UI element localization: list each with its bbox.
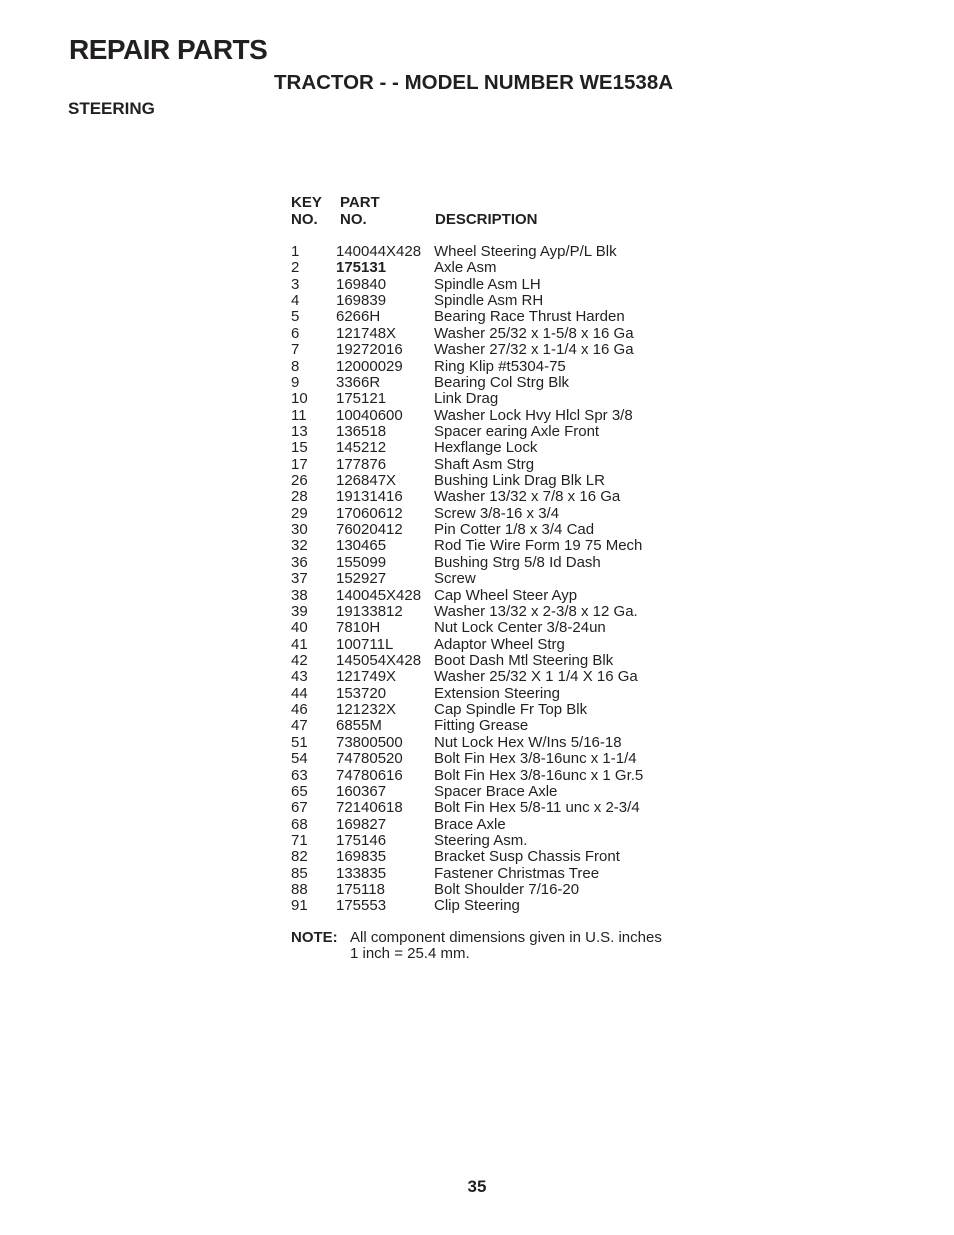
part-number-cell: 169835 — [336, 848, 387, 866]
key-cell: 37 — [291, 570, 308, 588]
key-cell: 42 — [291, 651, 308, 669]
description-cell: Bolt Fin Hex 3/8-16unc x 1-1/4 — [434, 750, 637, 768]
part-number-cell: 12000029 — [336, 357, 403, 375]
page-number: 35 — [467, 1177, 487, 1196]
key-cell: 11 — [291, 406, 307, 424]
table-row — [291, 424, 711, 440]
table-row — [291, 522, 711, 538]
parts-table — [291, 194, 711, 915]
key-cell: 6 — [291, 324, 300, 342]
table-row — [291, 391, 711, 407]
description-cell: Bolt Fin Hex 3/8-16unc x 1 Gr.5 — [434, 766, 644, 784]
key-cell: 44 — [291, 684, 308, 702]
description-cell: Nut Lock Hex W/Ins 5/16-18 — [434, 733, 622, 751]
table-row — [291, 277, 711, 293]
description-cell: Spacer earing Axle Front — [434, 422, 600, 440]
key-cell: 91 — [291, 897, 308, 915]
part-number-cell: 169840 — [336, 275, 387, 293]
key-cell: 82 — [291, 848, 308, 866]
part-number-cell: 6855M — [336, 717, 382, 735]
table-row — [291, 735, 711, 751]
key-cell: 88 — [291, 881, 308, 899]
table-row — [291, 669, 711, 685]
model-title: TRACTOR - - MODEL NUMBER WE1538A — [274, 71, 674, 94]
parts-list — [291, 244, 711, 915]
key-cell: 63 — [291, 766, 308, 784]
description-cell: Nut Lock Center 3/8-24un — [434, 619, 606, 637]
part-number-cell: 145054X428 — [336, 651, 422, 669]
table-row — [291, 342, 711, 358]
description-cell: Washer 25/32 X 1 1/4 X 16 Ga — [434, 668, 638, 686]
description-cell: Bolt Shoulder 7/16-20 — [434, 881, 580, 899]
description-cell: Extension Steering — [434, 684, 560, 702]
key-cell: 67 — [291, 799, 308, 817]
description-cell: Link Drag — [434, 390, 499, 408]
key-cell: 36 — [291, 553, 308, 571]
key-cell: 68 — [291, 815, 308, 833]
description-cell: Boot Dash Mtl Steering Blk — [434, 651, 614, 669]
key-cell: 43 — [291, 668, 308, 686]
key-cell: 1 — [291, 243, 300, 260]
part-number-cell: 73800500 — [336, 733, 403, 751]
table-row — [291, 359, 711, 375]
key-cell: 15 — [291, 439, 308, 457]
description-cell: Steering Asm. — [434, 831, 528, 849]
part-number-cell: 140044X428 — [336, 243, 422, 260]
part-number-cell: 121748X — [336, 324, 397, 342]
part-number-cell: 177876 — [336, 455, 387, 473]
description-cell: Bushing Link Drag Blk LR — [434, 472, 605, 490]
description-cell: Washer 25/32 x 1-5/8 x 16 Ga — [434, 324, 634, 342]
table-row — [291, 817, 711, 833]
description-cell: Spindle Asm RH — [434, 292, 544, 310]
part-number-cell: 133835 — [336, 864, 387, 882]
description-cell: Washer Lock Hvy Hlcl Spr 3/8 — [434, 406, 633, 424]
description-cell: Cap Spindle Fr Top Blk — [434, 701, 588, 719]
part-header-line1: PART — [340, 194, 380, 211]
part-number-cell: 145212 — [336, 439, 387, 457]
part-header-line2: NO. — [340, 211, 367, 228]
part-number-cell: 74780520 — [336, 750, 403, 768]
key-cell: 40 — [291, 619, 308, 637]
description-cell: Axle Asm — [434, 259, 497, 277]
table-row — [291, 718, 711, 734]
description-cell: Screw 3/8-16 x 3/4 — [434, 504, 560, 522]
description-cell: Fitting Grease — [434, 717, 529, 735]
description-cell: Bracket Susp Chassis Front — [434, 848, 620, 866]
table-row — [291, 326, 711, 342]
description-cell: Hexflange Lock — [434, 439, 538, 457]
table-row — [291, 506, 711, 522]
table-header — [291, 194, 711, 230]
key-cell: 51 — [291, 733, 308, 751]
table-row — [291, 653, 711, 669]
part-number-cell: 140045X428 — [336, 586, 422, 604]
part-number-cell: 19131416 — [336, 488, 403, 506]
table-row — [291, 473, 711, 489]
table-row — [291, 882, 711, 898]
part-number-cell: 72140618 — [336, 799, 403, 817]
table-row — [291, 489, 711, 505]
key-cell: 7 — [291, 341, 300, 359]
part-number-cell: 100711L — [336, 635, 394, 653]
description-cell: Washer 27/32 x 1-1/4 x 16 Ga — [434, 341, 634, 359]
part-number-cell: 19272016 — [336, 341, 403, 359]
description-cell: Adaptor Wheel Strg — [434, 635, 565, 653]
table-row — [291, 408, 711, 424]
part-number-cell: 121749X — [336, 668, 397, 686]
note-line-1: All component dimensions given in U.S. inches — [350, 929, 662, 946]
table-row — [291, 849, 711, 865]
key-cell: 26 — [291, 472, 308, 490]
part-number-cell: 136518 — [336, 422, 387, 440]
description-header: DESCRIPTION — [435, 211, 538, 228]
description-cell: Clip Steering — [434, 897, 520, 915]
part-number-cell: 175118 — [336, 881, 385, 899]
part-number-cell: 17060612 — [336, 504, 403, 522]
part-number-cell: 153720 — [336, 684, 387, 702]
key-cell: 5 — [291, 308, 300, 326]
part-number-cell: 160367 — [336, 782, 387, 800]
part-number-cell: 7810H — [336, 619, 381, 637]
description-cell: Pin Cotter 1/8 x 3/4 Cad — [434, 521, 595, 539]
description-cell: Wheel Steering Ayp/P/L Blk — [434, 243, 617, 260]
part-number-cell: 74780616 — [336, 766, 403, 784]
part-number-cell: 175121 — [336, 390, 387, 408]
table-row — [291, 260, 711, 276]
key-cell: 46 — [291, 701, 308, 719]
key-cell: 13 — [291, 422, 308, 440]
description-cell: Spindle Asm LH — [434, 275, 541, 293]
key-cell: 28 — [291, 488, 308, 506]
part-number-cell: 175553 — [336, 897, 387, 915]
key-cell: 9 — [291, 373, 300, 391]
table-row — [291, 768, 711, 784]
description-cell: Bolt Fin Hex 5/8-11 unc x 2-3/4 — [434, 799, 640, 817]
key-cell: 41 — [291, 635, 308, 653]
key-cell: 3 — [291, 275, 300, 293]
table-row — [291, 309, 711, 325]
table-row — [291, 440, 711, 456]
description-cell: Brace Axle — [434, 815, 506, 833]
note-text — [350, 930, 662, 962]
table-row — [291, 637, 711, 653]
key-cell: 47 — [291, 717, 308, 735]
table-row — [291, 538, 711, 554]
table-row — [291, 375, 711, 391]
key-cell: 54 — [291, 750, 308, 768]
table-row — [291, 800, 711, 816]
key-cell: 2 — [291, 259, 300, 277]
key-cell: 10 — [291, 390, 308, 408]
key-cell: 17 — [291, 455, 308, 473]
description-cell: Washer 13/32 x 7/8 x 16 Ga — [434, 488, 621, 506]
key-header-line2: NO. — [291, 211, 318, 228]
description-cell: Cap Wheel Steer Ayp — [434, 586, 578, 604]
table-row — [291, 293, 711, 309]
key-cell: 8 — [291, 357, 300, 375]
table-row — [291, 833, 711, 849]
description-cell: Washer 13/32 x 2-3/8 x 12 Ga. — [434, 602, 638, 620]
key-cell: 30 — [291, 521, 308, 539]
description-cell: Bearing Race Thrust Harden — [434, 308, 625, 326]
key-cell: 85 — [291, 864, 308, 882]
part-number-cell: 19133812 — [336, 602, 403, 620]
part-number-cell: 155099 — [336, 553, 387, 571]
part-number-cell: 3366R — [336, 373, 381, 391]
table-row — [291, 866, 711, 882]
table-row — [291, 702, 711, 718]
description-cell: Ring Klip #t5304-75 — [434, 357, 566, 375]
section-title: STEERING — [68, 99, 155, 118]
description-cell: Rod Tie Wire Form 19 75 Mech — [434, 537, 643, 555]
key-cell: 39 — [291, 602, 308, 620]
key-cell: 71 — [291, 831, 308, 849]
key-cell: 32 — [291, 537, 308, 555]
part-number-cell: 175131 — [336, 259, 387, 277]
description-cell: Fastener Christmas Tree — [434, 864, 600, 882]
note-label: NOTE: — [291, 929, 338, 946]
table-row — [291, 244, 711, 260]
table-row — [291, 898, 711, 914]
part-number-cell: 10040600 — [336, 406, 403, 424]
part-number-cell: 126847X — [336, 472, 397, 490]
part-number-cell: 169839 — [336, 292, 387, 310]
part-number-cell: 121232X — [336, 701, 397, 719]
page-title: REPAIR PARTS — [69, 34, 268, 65]
table-row — [291, 588, 711, 604]
part-number-cell: 130465 — [336, 537, 387, 555]
part-number-cell: 169827 — [336, 815, 387, 833]
part-number-cell: 152927 — [336, 570, 387, 588]
part-number-cell: 175146 — [336, 831, 387, 849]
table-row — [291, 555, 711, 571]
description-cell: Shaft Asm Strg — [434, 455, 535, 473]
key-header-line1: KEY — [291, 194, 322, 211]
description-cell: Bushing Strg 5/8 Id Dash — [434, 553, 601, 571]
table-row — [291, 457, 711, 473]
key-cell: 29 — [291, 504, 308, 522]
part-number-cell: 6266H — [336, 308, 381, 326]
key-cell: 4 — [291, 292, 300, 310]
description-cell: Bearing Col Strg Blk — [434, 373, 570, 391]
description-cell: Screw — [434, 570, 476, 588]
table-row — [291, 604, 711, 620]
description-cell: Spacer Brace Axle — [434, 782, 558, 800]
table-row — [291, 686, 711, 702]
key-cell: 65 — [291, 782, 308, 800]
table-row — [291, 571, 711, 587]
table-row — [291, 751, 711, 767]
part-number-cell: 76020412 — [336, 521, 403, 539]
note-line-2: 1 inch = 25.4 mm. — [350, 945, 470, 962]
table-row — [291, 620, 711, 636]
key-cell: 38 — [291, 586, 308, 604]
table-row — [291, 784, 711, 800]
